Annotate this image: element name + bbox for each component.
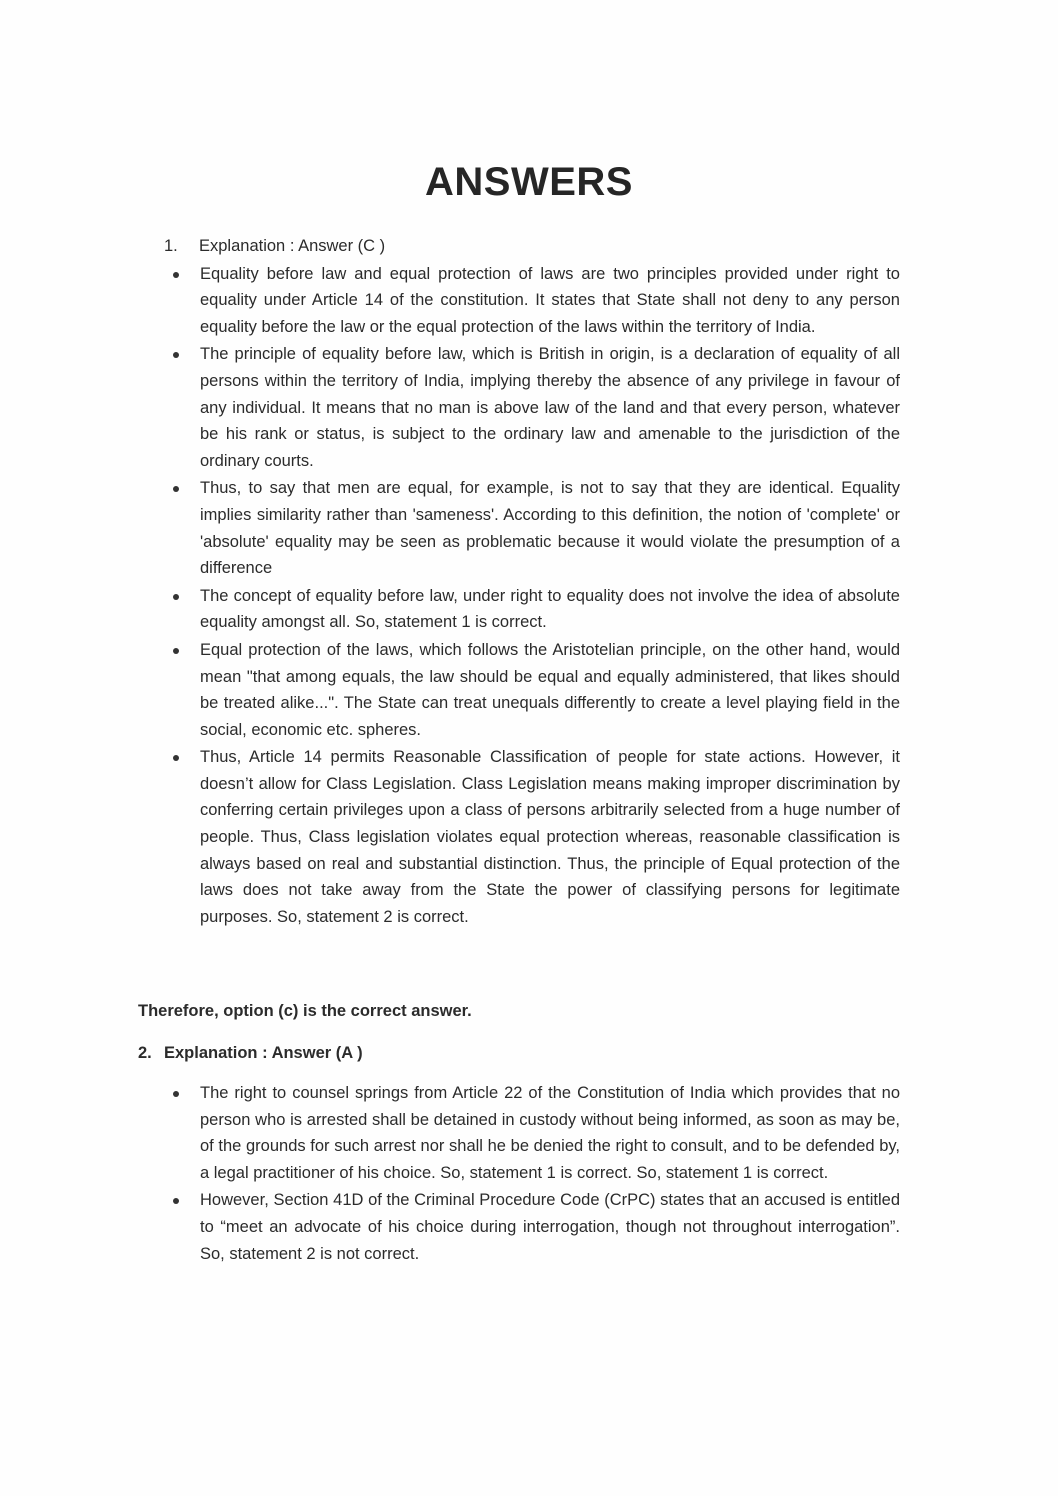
list-item — [138, 583, 900, 636]
bullet-text: However, Section 41D of the Criminal Procedure Code (CrPC) states that an accused is entitled to “meet an advocate of his choice during interrogation, though not throughout interrogation”. So, statement 2 is not correct. — [200, 1191, 900, 1263]
question-heading-text: Explanation : Answer (C ) — [199, 237, 386, 255]
bullet-text: The right to counsel springs from Article 22 of the Constitution of India which provides that no person who is arrested shall be detained in custody without being informed, as soon as may be, of the grounds for such arrest nor shall he be denied the right to consult, and to be defended by, a legal practitioner of his choice. So, statement 1 is correct. So, statement 1 is correct. — [200, 1084, 900, 1182]
bullet-icon — [173, 486, 179, 492]
bullet-icon — [173, 1198, 179, 1204]
list-item — [138, 261, 900, 341]
list-item — [138, 744, 900, 930]
bullet-icon — [173, 755, 179, 761]
bullet-text: The principle of equality before law, which is British in origin, is a declaration of equality of all persons within the territory of India, implying thereby the absence of any privilege in favour of any individual. It means that no man is above law of the land and that every person, whatever be his rank or status, is subject to the ordinary law and amenable to the jurisdiction of the ordinary courts. — [200, 345, 900, 470]
bullet-icon — [173, 1091, 179, 1097]
list-item — [138, 1080, 900, 1186]
bullet-text: Thus, Article 14 permits Reasonable Classification of people for state actions. However, it doesn’t allow for Class Legislation. Class Legislation means making improper discrimination by conferring certain privileges upon a class of persons arbitrarily selected from a huge number of people. Thus, Class legislation violates equal protection whereas, reasonable classification is always based on real and substantial distinction. Thus, the principle of Equal protection of the laws does not take away from the State the power of classifying persons for legitimate purposes. So, statement 2 is correct. — [200, 748, 900, 926]
list-item — [138, 341, 900, 474]
bullet-icon — [173, 648, 179, 654]
question-heading-text: Explanation : Answer (A ) — [164, 1044, 363, 1062]
question-number: 2. — [138, 1044, 152, 1062]
question-2-section — [138, 1079, 900, 1267]
question-number: 1. — [164, 237, 178, 255]
question-1-conclusion: Therefore, option (c) is the correct answer. — [138, 1002, 472, 1020]
bullet-icon — [173, 594, 179, 600]
bullet-text: Equal protection of the laws, which follows the Aristotelian principle, on the other hand, would mean "that among equals, the law should be equal and equally administered, that likes should be treated alike...". The State can treat unequals differently to create a level playing field in the social, economic etc. spheres. — [200, 640, 900, 739]
bullet-icon — [173, 272, 179, 278]
bullet-text: Thus, to say that men are equal, for example, is not to say that they are identical. Equality implies similarity rather than 'sameness'. According to this definition, the notion of 'complete' or 'absolute' equality may be seen as problematic because it would violate the presumption of a difference — [200, 479, 900, 578]
question-1-heading — [138, 233, 900, 260]
question-1-section — [138, 233, 900, 930]
bullet-icon — [173, 352, 179, 358]
bullet-text: The concept of equality before law, under right to equality does not involve the idea of absolute equality amongst all. So, statement 1 is correct. — [200, 586, 900, 632]
bullet-text: Equality before law and equal protection of laws are two principles provided under right to equality under Article 14 of the constitution. It states that State shall not deny to any person equality before the law or the equal protection of the laws within the territory of India. — [200, 264, 900, 336]
question-1-bullets — [138, 261, 900, 931]
list-item — [138, 637, 900, 743]
list-item — [138, 1187, 900, 1267]
list-item — [138, 475, 900, 581]
page-title: ANSWERS — [425, 160, 633, 204]
question-2-bullets — [138, 1080, 900, 1267]
question-2-heading — [138, 1040, 363, 1067]
